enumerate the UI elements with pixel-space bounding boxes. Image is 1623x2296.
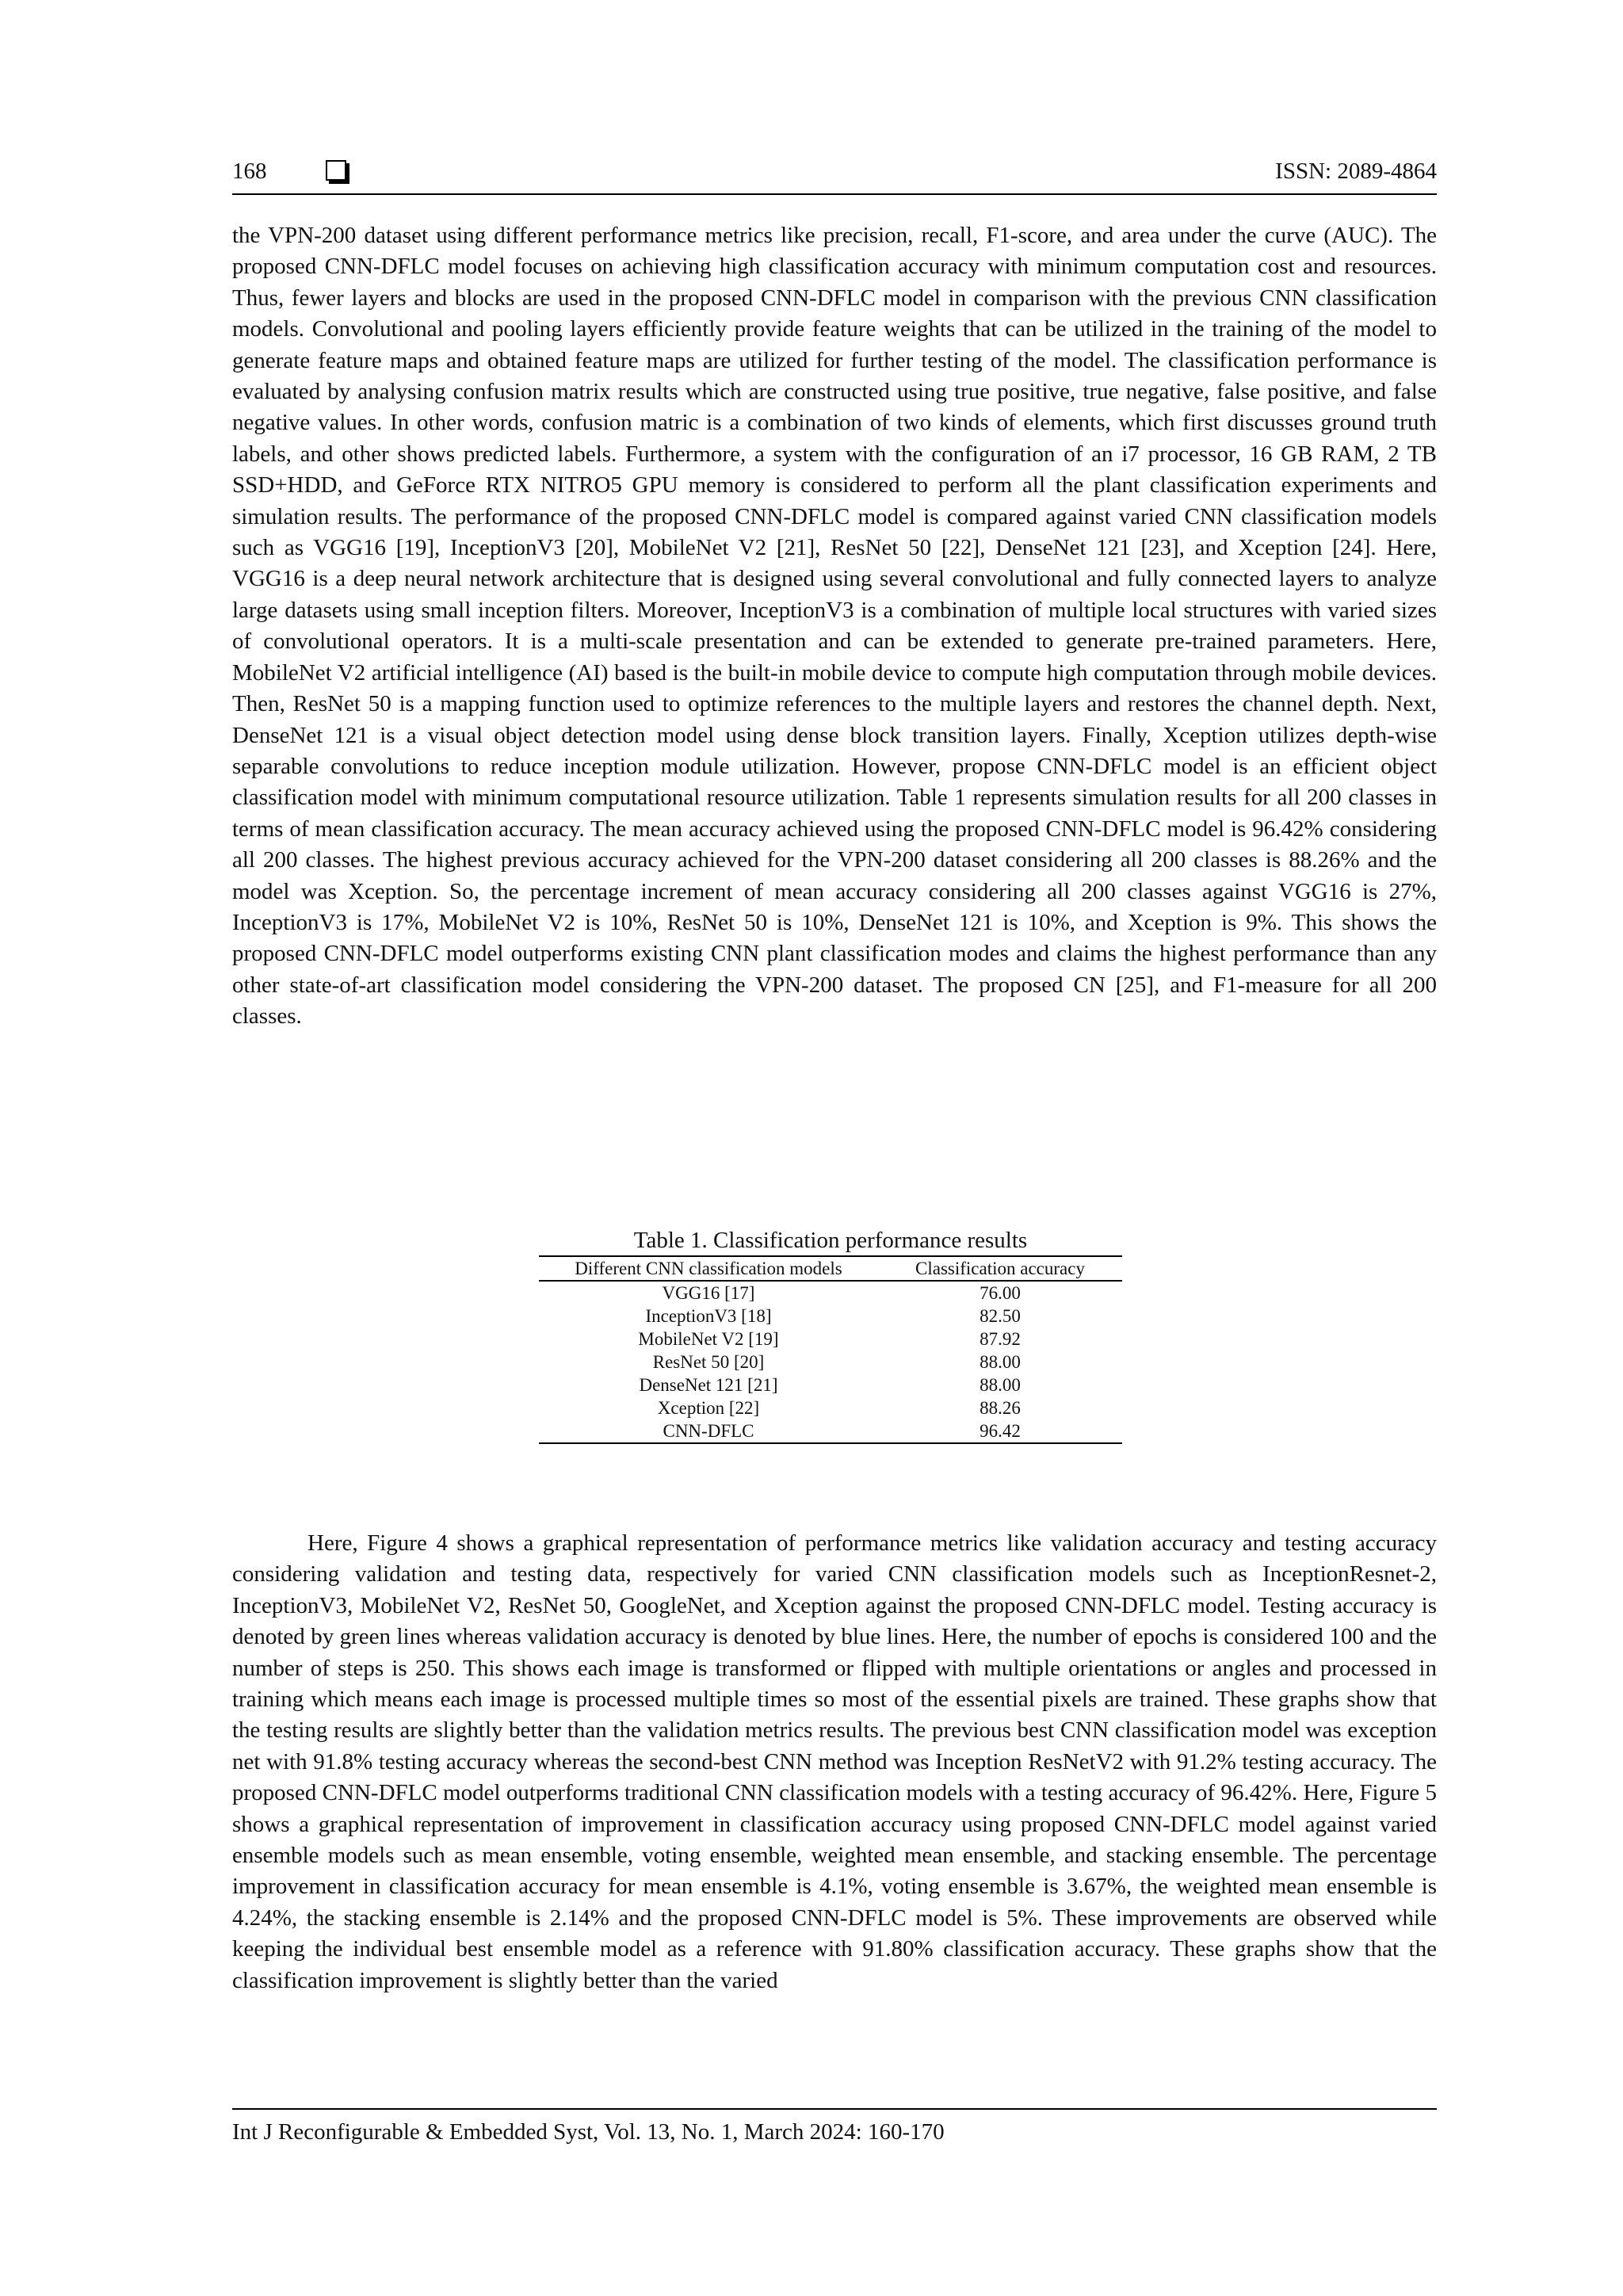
accuracy-cell: 88.26 bbox=[980, 1398, 1021, 1418]
classification-results-table bbox=[539, 1255, 1122, 1444]
table-row bbox=[539, 1281, 1122, 1305]
journal-citation: Int J Reconfigurable & Embedded Syst, Vol. 13, No. 1, March 2024: 160-170 bbox=[232, 2119, 945, 2145]
accuracy-cell: 88.00 bbox=[980, 1352, 1021, 1372]
model-cell: VGG16 [17] bbox=[662, 1283, 755, 1303]
table-1 bbox=[539, 1227, 1122, 1444]
table-row bbox=[539, 1305, 1122, 1328]
table-row bbox=[539, 1396, 1122, 1419]
accuracy-cell: 76.00 bbox=[980, 1283, 1021, 1303]
page-number: 168 bbox=[232, 159, 267, 184]
column-header-model: Different CNN classification models bbox=[539, 1256, 878, 1281]
accuracy-cell: 88.00 bbox=[980, 1375, 1021, 1395]
model-cell: Xception [22] bbox=[657, 1398, 760, 1418]
table-row bbox=[539, 1373, 1122, 1396]
accuracy-cell: 96.42 bbox=[878, 1419, 1122, 1443]
table-header-row bbox=[539, 1256, 1122, 1281]
checkbox-square-icon bbox=[326, 160, 346, 181]
accuracy-cell: 82.50 bbox=[980, 1306, 1021, 1326]
table-row bbox=[539, 1328, 1122, 1350]
model-cell: DenseNet 121 [21] bbox=[639, 1375, 778, 1395]
table-row bbox=[539, 1350, 1122, 1373]
table-caption: Table 1. Classification performance results bbox=[633, 1228, 1028, 1253]
body-paragraph-1: the VPN-200 dataset using different performance metrics like precision, recall, F1-score, and area under the curve (AUC). The proposed CNN-DFLC model focuses on achieving high classification accuracy with minimum computation cost and resources. Thus, fewer layers and blocks are used in the proposed CNN-DFLC model in comparison with the previous CNN classification models. Convolutional and pooling layers efficiently provide feature weights that can be utilized in the training of the model to generate feature maps and obtained feature maps are utilized for further testing of the model. The classification performance is evaluated by analysing confusion matrix results which are constructed using true positive, true negative, false positive, and false negative values. In other words, confusion matric is a combination of two kinds of elements, which first discusses ground truth labels, and other shows predicted labels. Furthermore, a system with the configuration of an i7 processor, 16 GB RAM, 2 TB SSD+HDD, and GeForce RTX NITRO5 GPU memory is considered to perform all the plant classification experiments and simulation results. The performance of the proposed CNN-DFLC model is compared against varied CNN classification models such as VGG16 [19], InceptionV3 [20], MobileNet V2 [21], ResNet 50 [22], DenseNet 121 [23], and Xception [24]. Here, VGG16 is a deep neural network architecture that is designed using several convolutional and fully connected layers to analyze large datasets using small inception filters. Moreover, InceptionV3 is a combination of multiple local structures with varied sizes of convolutional operators. It is a multi-scale presentation and can be extended to generate pre-trained parameters. Here, MobileNet V2 artificial intelligence (AI) based is the built-in mobile device to compute high computation through mobile devices. Then, ResNet 50 is a mapping function used to optimize references to the multiple layers and restores the channel depth. Next, DenseNet 121 is a visual object detection model using dense block transition layers. Finally, Xception utilizes depth-wise separable convolutions to reduce inception module utilization. However, propose CNN-DFLC model is an efficient object classification model with minimum computational resource utilization. Table 1 represents simulation results for all 200 classes in terms of mean classification accuracy. The mean accuracy achieved using the proposed CNN-DFLC model is 96.42% considering all 200 classes. The highest previous accuracy achieved for the VPN-200 dataset considering all 200 classes is 88.26% and the model was Xception. So, the percentage increment of mean accuracy considering all 200 classes against VGG16 is 27%, InceptionV3 is 17%, MobileNet V2 is 10%, ResNet 50 is 10%, DenseNet 121 is 10%, and Xception is 9%. This shows the proposed CNN-DFLC model outperforms existing CNN plant classification modes and claims the highest performance than any other state-of-art classification model considering the VPN-200 dataset. The proposed CN [25], and F1-measure for all 200 classes. bbox=[232, 223, 1437, 1030]
accuracy-cell: 87.92 bbox=[980, 1329, 1021, 1349]
page-footer bbox=[232, 2108, 1437, 2146]
model-cell: InceptionV3 [18] bbox=[645, 1306, 772, 1326]
page-header bbox=[232, 157, 1437, 195]
table-row bbox=[539, 1419, 1122, 1443]
model-cell: MobileNet V2 [19] bbox=[638, 1329, 779, 1349]
column-header-accuracy: Classification accuracy bbox=[878, 1256, 1122, 1281]
model-cell: CNN-DFLC bbox=[539, 1419, 878, 1443]
issn-label: ISSN: 2089-4864 bbox=[1275, 159, 1437, 184]
body-paragraph-2: Here, Figure 4 shows a graphical representation of performance metrics like validation accuracy and testing accuracy considering validation and testing data, respectively for varied CNN classification models such as InceptionResnet-2, InceptionV3, MobileNet V2, ResNet 50, GoogleNet, and Xception against the proposed CNN-DFLC model. Testing accuracy is denoted by green lines whereas validation accuracy is denoted by blue lines. Here, the number of epochs is considered 100 and the number of steps is 250. This shows each image is transformed or flipped with multiple orientations or angles and processed in training which means each image is processed multiple times so most of the essential pixels are trained. These graphs show that the testing results are slightly better than the validation metrics results. The previous best CNN classification model was exception net with 91.8% testing accuracy whereas the second-best CNN method was Inception ResNetV2 with 91.2% testing accuracy. The proposed CNN-DFLC model outperforms traditional CNN classification models with a testing accuracy of 96.42%. Here, Figure 5 shows a graphical representation of improvement in classification accuracy using proposed CNN-DFLC model against varied ensemble models such as mean ensemble, voting ensemble, weighted mean ensemble, and stacking ensemble. The percentage improvement in classification accuracy for mean ensemble is 4.1%, voting ensemble is 3.67%, the weighted mean ensemble is 4.24%, the stacking ensemble is 2.14% and the proposed CNN-DFLC model is 5%. These improvements are observed while keeping the individual best ensemble model as a reference with 91.80% classification accuracy. These graphs show that the classification improvement is slightly better than the varied bbox=[232, 1530, 1437, 1993]
model-cell: ResNet 50 [20] bbox=[652, 1352, 765, 1372]
